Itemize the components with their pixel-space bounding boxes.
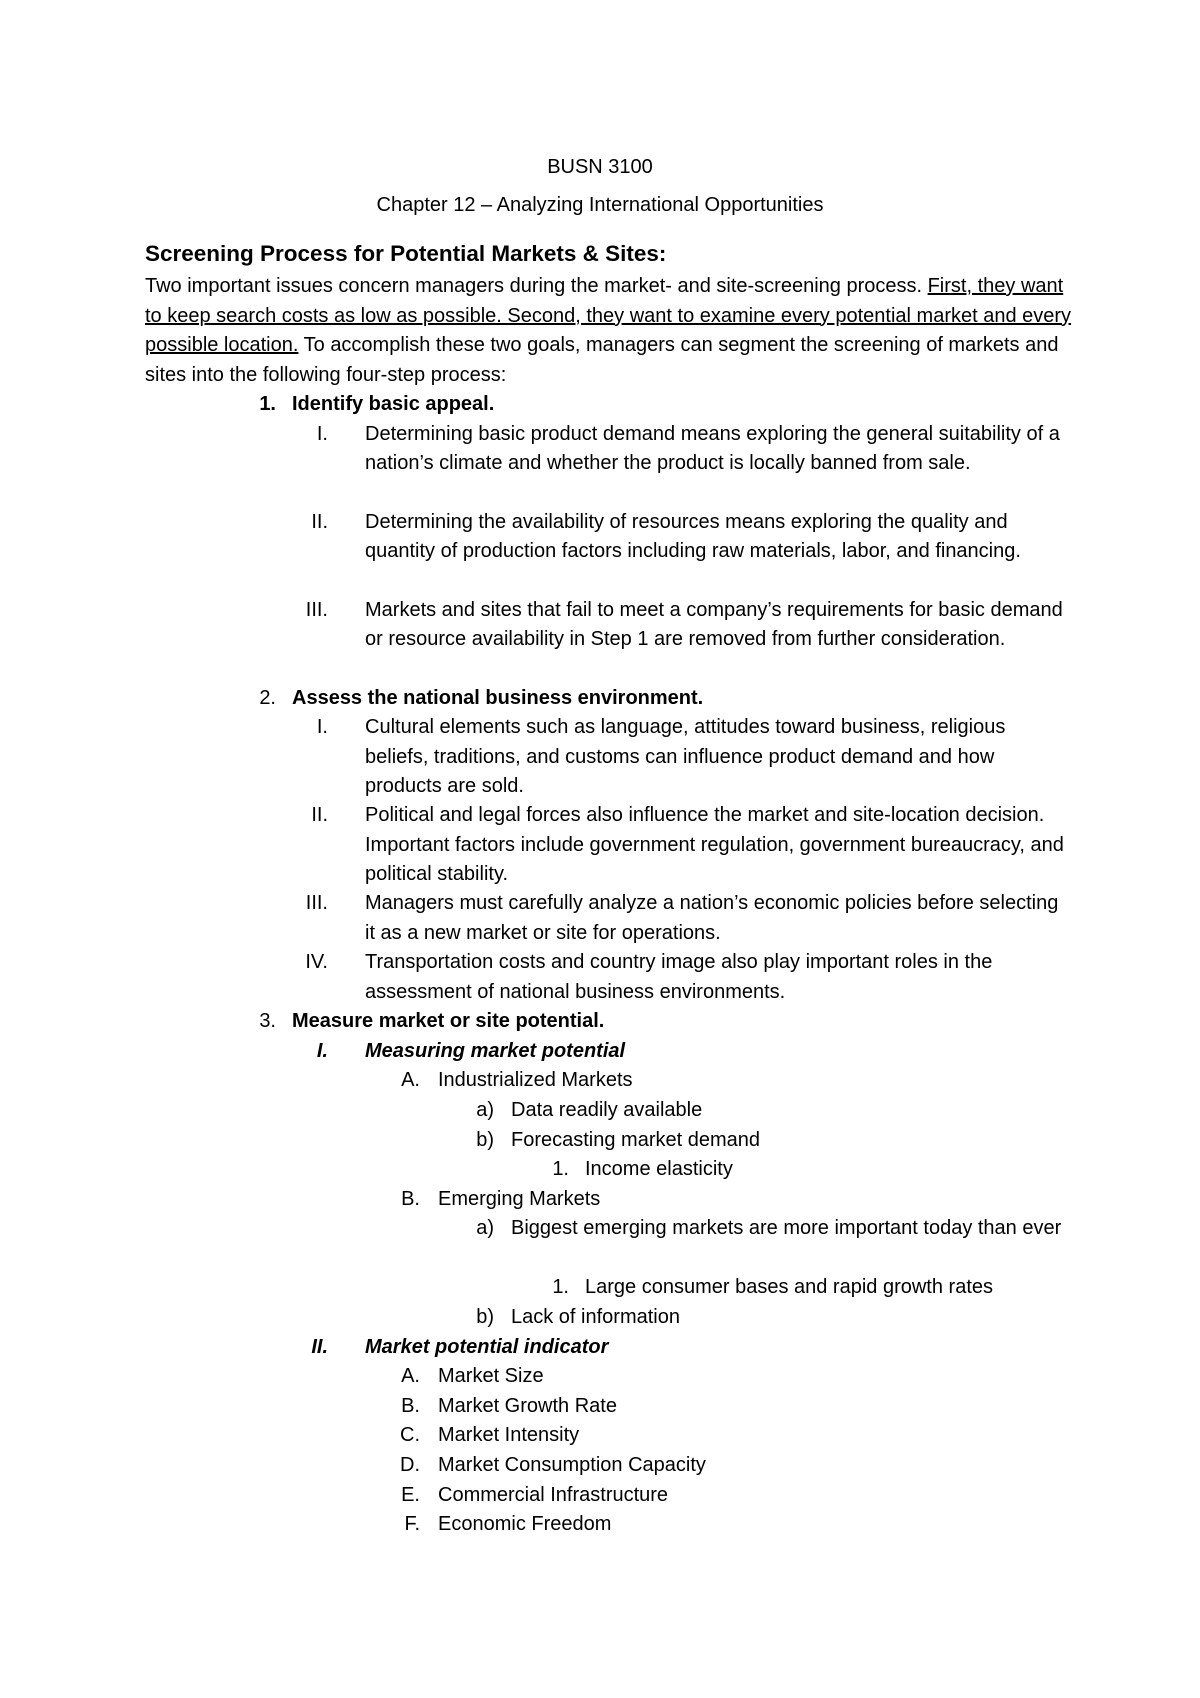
item-letter: E. — [401, 1483, 420, 1506]
list-item — [0, 1421, 1200, 1451]
item-text: Biggest emerging markets are more important today than ever — [511, 1217, 1062, 1240]
list-item — [0, 1510, 1200, 1540]
item-letter: A. — [401, 1069, 420, 1092]
item-text: Lack of information — [511, 1305, 680, 1328]
item-text: Economic Freedom — [438, 1513, 612, 1536]
item-number: III. — [305, 892, 328, 915]
item-letter: F. — [404, 1513, 420, 1536]
step-title: Identify basic appeal. — [292, 393, 495, 415]
item-text: Market Size — [438, 1365, 544, 1388]
item-letter: D. — [400, 1453, 420, 1476]
item-text: Market Intensity — [438, 1424, 580, 1447]
item-number: I. — [316, 422, 328, 445]
item-number: IV. — [305, 951, 328, 974]
list-item — [0, 1451, 1200, 1481]
item-number: II. — [311, 510, 328, 533]
item-text: Forecasting market demand — [511, 1128, 761, 1151]
subsection-indicator — [0, 1333, 1200, 1363]
item-text: Emerging Markets — [438, 1187, 601, 1210]
course-code: BUSN 3100 — [547, 156, 653, 178]
item-text: Large consumer bases and rapid growth rates — [585, 1276, 994, 1299]
item-number: I. — [316, 1039, 328, 1062]
item-letter: b) — [476, 1128, 494, 1151]
step-number: 1. — [259, 393, 276, 415]
list-item — [0, 1303, 1200, 1333]
intro-underlined: First, they want to keep search costs as low as possible. Second, they want to examine every potential market and every possible location. — [145, 275, 1072, 357]
item-letter: C. — [400, 1424, 420, 1447]
step-number: 3. — [259, 1010, 276, 1033]
step-number: 2. — [259, 686, 276, 709]
item-number: III. — [305, 598, 328, 621]
item-number: 1. — [552, 1158, 569, 1181]
list-item — [0, 801, 1200, 889]
list-item — [0, 1362, 1200, 1392]
item-text: Commercial Infrastructure — [438, 1483, 669, 1506]
item-text: Political and legal forces also influence the market and site-location decision. Important factors include government regulation, government bureaucracy, and political stability. — [365, 804, 1064, 886]
list-item — [0, 948, 1200, 1007]
item-text: Income elasticity — [585, 1158, 733, 1181]
step-1 — [0, 390, 1200, 420]
item-letter: a) — [476, 1098, 494, 1121]
item-letter: a) — [476, 1217, 494, 1240]
list-item — [0, 596, 1200, 684]
list-item — [0, 420, 1200, 508]
chapter-title: Chapter 12 – Analyzing International Opportunities — [376, 194, 824, 216]
item-text: Market Growth Rate — [438, 1394, 617, 1417]
list-item — [0, 1155, 1200, 1185]
item-text: Industrialized Markets — [438, 1069, 633, 1092]
item-text: Market Consumption Capacity — [438, 1453, 706, 1476]
item-number: II. — [311, 804, 328, 827]
item-text: Managers must carefully analyze a nation’s economic policies before selecting it as a new market or site for operations. — [365, 892, 1059, 944]
step-3 — [0, 1007, 1200, 1037]
step-title: Assess the national business environment. — [292, 686, 704, 709]
item-number: II. — [311, 1335, 328, 1358]
subsection-title: Measuring market potential — [365, 1039, 626, 1062]
item-letter: A. — [401, 1365, 420, 1388]
step-2 — [0, 684, 1200, 714]
item-text: Determining the availability of resources means exploring the quality and quantity of production factors including raw materials, labor, and financing. — [365, 510, 1021, 563]
item-letter: B. — [401, 1187, 420, 1210]
list-item — [0, 1481, 1200, 1511]
list-item — [0, 508, 1200, 596]
list-item — [0, 1185, 1200, 1215]
item-letter: b) — [476, 1305, 494, 1328]
list-item — [0, 1392, 1200, 1422]
subsection-title: Market potential indicator — [365, 1335, 609, 1358]
intro-paragraph — [145, 272, 1085, 390]
intro-lead: Two important issues concern managers during the market- and site-screening process. — [145, 275, 928, 297]
section-title: Screening Process for Potential Markets & Sites: — [145, 241, 667, 266]
item-text: Data readily available — [511, 1098, 703, 1121]
list-item — [0, 1126, 1200, 1156]
list-item — [0, 1066, 1200, 1096]
item-text: Transportation costs and country image also play important roles in the assessment of national business environments. — [365, 951, 993, 1003]
list-item — [0, 1096, 1200, 1126]
list-item — [0, 713, 1200, 801]
item-number: I. — [316, 716, 328, 739]
document-header — [0, 148, 1200, 224]
item-letter: B. — [401, 1394, 420, 1417]
intro-tail: To accomplish these two goals, managers can segment the screening of markets and sites into the following four-step process: — [145, 334, 1059, 386]
item-text: Markets and sites that fail to meet a company’s requirements for basic demand or resource availability in Step 1 are removed from further consideration. — [365, 598, 1063, 651]
item-number: 1. — [552, 1276, 569, 1299]
list-item — [0, 1214, 1200, 1273]
subsection-measuring — [0, 1037, 1200, 1067]
list-item — [0, 889, 1200, 948]
item-text: Determining basic product demand means exploring the general suitability of a nation’s climate and whether the product is locally banned from sale. — [365, 422, 1060, 475]
list-item — [0, 1273, 1200, 1303]
item-text: Cultural elements such as language, attitudes toward business, religious beliefs, traditions, and customs can influence product demand and how products are sold. — [365, 716, 1006, 798]
four-step-list — [0, 390, 1200, 1540]
step-title: Measure market or site potential. — [292, 1010, 605, 1033]
